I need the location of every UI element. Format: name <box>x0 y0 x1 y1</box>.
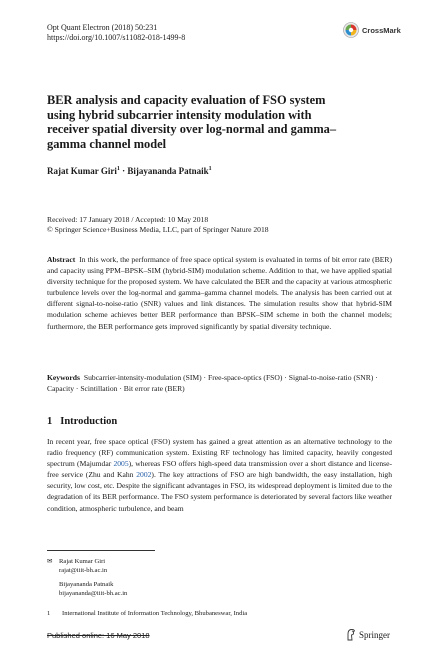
paper-title: BER analysis and capacity evaluation of FSO system using hybrid subcarrier intensity modulation with receiver spatial diversity over log-normal and gamma–gamma channel model <box>47 93 337 151</box>
received-accepted-dates: Received: 17 January 2018 / Accepted: 10 May 2018 <box>47 215 209 224</box>
abstract <box>47 254 392 332</box>
springer-horse-icon <box>345 628 356 641</box>
affiliation-text: International Institute of Information Technology, Bhubaneswar, India <box>62 610 248 617</box>
keywords-text: Subcarrier-intensity-modulation (SIM) · Free-space-optics (FSO) · Signal-to-noise-ratio (SNR) · Capacity · Scintillation · Bit error rate (BER) <box>47 373 378 394</box>
copyright-line: © Springer Science+Business Media, LLC, part of Springer Nature 2018 <box>47 225 269 234</box>
springer-logo <box>345 628 390 641</box>
introduction-paragraph <box>47 436 392 514</box>
keywords-label: Keywords <box>47 373 80 382</box>
contact-name: Rajat Kumar Giri <box>59 558 106 565</box>
crossmark-label: CrossMark <box>362 25 401 35</box>
springer-wordmark: Springer <box>359 629 390 640</box>
author-name[interactable]: Rajat Kumar Giri <box>47 166 117 176</box>
published-online-date: Published online: 16 May 2018 <box>47 631 150 640</box>
author-name[interactable]: Bijayananda Patnaik <box>127 166 209 176</box>
crossmark-badge[interactable] <box>343 22 401 38</box>
contact-email[interactable]: rajat@iiit-bh.ac.in <box>59 567 108 574</box>
author-separator: · <box>119 166 128 176</box>
author-affiliation-mark: 1 <box>116 166 120 172</box>
contact-email[interactable]: bijayananda@iiit-bh.ac.in <box>59 590 128 597</box>
journal-citation: Opt Quant Electron (2018) 50:231 <box>47 23 158 32</box>
section-heading <box>47 416 117 427</box>
section-title: Introduction <box>60 416 118 427</box>
envelope-icon: ✉ <box>47 558 53 565</box>
publication-dates <box>47 215 269 235</box>
abstract-label: Abstract <box>47 255 76 264</box>
intro-text: ). The key attractions of FSO are high bandwidth, the easy installation, high security, low cost, etc. Despite the significant advantages in FSO, its widespread deployment is limited due to the degradation of its BER performance. The FSO system performance is deteriorated by several factors like weather condition, atmospheric turbulence, and beam <box>47 470 393 513</box>
journal-header <box>47 23 185 43</box>
crossmark-icon <box>343 22 359 38</box>
keywords <box>47 372 392 394</box>
abstract-text: In this work, the performance of free space optical system is evaluated in terms of bit error rate (BER) and capacity using PPM–BPSK–SIM (hybrid-SIM) modulation scheme. Addition to that, we have applied spatial diversity technique for the proposed system. We have calculated the BER and the capacity at various atmospheric turbulence levels over the log-normal and gamma–gamma channel models. The analysis has been carried out at different signal-to-noise-ratio (SNR) values and link distances. The simulation results show that hybrid-SIM modulation scheme achieves better BER performance than BPSK–SIM scheme in both the channel models; furthermore, the BER performance gets improved significantly by spatial diversity technique. <box>47 255 392 331</box>
footnote-divider <box>47 550 155 551</box>
citation-link[interactable]: 2005 <box>113 459 129 469</box>
contact-name: Bijayananda Patnaik <box>59 581 114 588</box>
intro-text: In recent year, free space optical (FSO) system has gained a great attention as an alternative technology to the radio frequency (RF) communication system. Existing RF technology has limited capacity, heavily congested spectrum (Majumdar <box>47 437 392 469</box>
affiliation <box>47 610 247 617</box>
citation-link[interactable]: 2002 <box>136 470 152 480</box>
author-list <box>47 166 212 176</box>
doi-link[interactable]: https://doi.org/10.1007/s11082-018-1499-8 <box>47 33 186 42</box>
intro-text: ), whereas FSO offers high-speed data transmission over a short distance and license-free service (Zhu and Kahn <box>47 459 393 480</box>
section-number: 1 <box>47 416 53 427</box>
author-affiliation-mark: 1 <box>208 166 212 172</box>
corresponding-authors <box>47 557 127 598</box>
affiliation-mark: 1 <box>47 610 51 617</box>
